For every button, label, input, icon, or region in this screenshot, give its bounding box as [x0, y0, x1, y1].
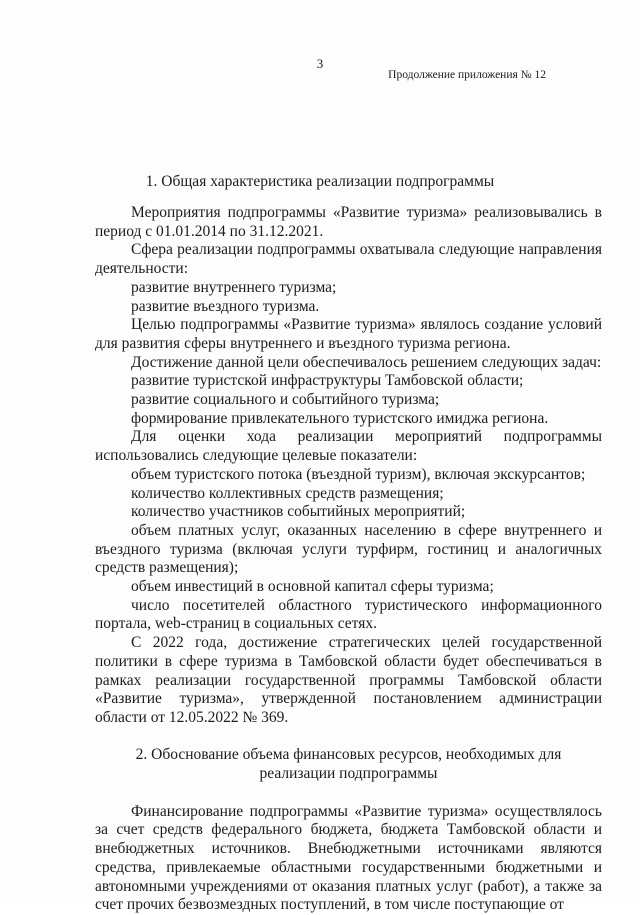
page-number: 3 [316, 56, 324, 71]
paragraph: Сфера реализации подпрограммы охватывала следующие направления деятельности: [95, 241, 602, 278]
section-spacer [95, 728, 602, 745]
section-2-heading-line-2: реализации подпрограммы [259, 764, 438, 782]
paragraph: Целью подпрограммы «Развитие туризма» являлось создание условий для развития сферы внутреннего и въездного туризма региона. [95, 316, 602, 352]
paragraph: Финансирование подпрограммы «Развитие туризма» осуществлялось за счет средств федерального бюджета, бюджета Тамбовской области и внебюджетных источников. Внебюджетными источниками являются средства, привлекаемые областными государственными бюджетными и автономными учреждениями от оказания платных услуг (работ), а также за счет прочих безвозмездных поступлений, в том числе поступающие от [95, 802, 602, 914]
list-item: формирование привлекательного туристского имиджа региона. [131, 409, 549, 427]
list-item: число посетителей областного туристического информационного портала, web-страниц в социальных сетях. [95, 596, 602, 633]
paragraph: С 2022 года, достижение стратегических целей государственной политики в сфере туризма в Тамбовской области будет обеспечиваться в рамках реализации государственной программы Тамбовской области «Развитие туризма», утвержденной постановлением администрации области от 12.05.2022 № 369. [95, 634, 602, 726]
list-item: развитие социального и событийного туризма; [131, 391, 440, 409]
list-item: объем туристского потока (въездной туризм), включая экскурсантов; [131, 465, 586, 483]
paragraph: Мероприятия подпрограммы «Развитие туризма» реализовывались в период с 01.01.2014 по 31.12.2021. [95, 204, 602, 240]
list-item: количество участников событийных мероприятий; [131, 503, 466, 521]
heading-spacer [95, 783, 602, 803]
section-2-heading-line-1: 2. Обоснование объема финансовых ресурсов, необходимых для [135, 745, 562, 763]
document-body [95, 204, 602, 915]
list-item: развитие туристской инфраструктуры Тамбовской области; [131, 372, 524, 390]
list-item: количество коллективных средств размещения; [131, 484, 444, 502]
section-1-heading: 1. Общая характеристика реализации подпрограммы [145, 173, 495, 190]
list-item: объем платных услуг, оказанных населению в сфере внутреннего и въездного туризма (включая услуги турфирм, гостиниц и аналогичных средств размещения); [95, 521, 602, 577]
list-item: развитие внутреннего туризма; [131, 278, 337, 296]
list-item: объем инвестиций в основной капитал сферы туризма; [131, 578, 494, 596]
paragraph: Для оценки хода реализации мероприятий подпрограммы использовались следующие целевые показатели: [95, 428, 602, 465]
list-item: развитие въездного туризма. [131, 297, 320, 315]
appendix-note: Продолжение приложения № 12 [388, 69, 546, 81]
paragraph: Достижение данной цели обеспечивалось решением следующих задач: [131, 353, 602, 371]
